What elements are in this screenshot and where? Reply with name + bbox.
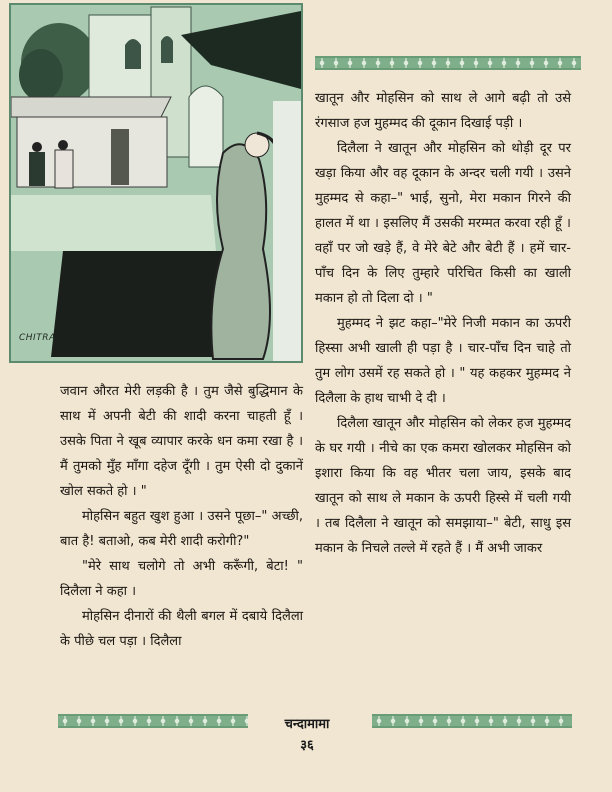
paragraph: "मेरे साथ चलोगे तो अभी करूँगी, बेटा! " दिलैला ने कहा । [60, 559, 303, 599]
bottom-left-ornament-border [58, 714, 248, 728]
top-ornament-border [315, 56, 581, 70]
paragraph: मुहम्मद ने झट कहा–"मेरे निजी मकान का ऊपरी हिस्सा अभी खाली ही पड़ा है । चार-पाँच दिन चाहे तो तुम लोग उसमें रह सकते हो । " यह कहकर मुहम्मद ने दिलैला के हाथ चाभी दे दी । [315, 316, 571, 406]
left-column-text [60, 379, 303, 654]
right-column-text [315, 86, 571, 561]
paragraph: जवान औरत मेरी लड़की है । तुम जैसे बुद्धिमान के साथ में अपनी बेटी की शादी करना चाहती हूँ । उसके पिता ने खूब व्यापार करके धन कमा रखा है । मैं तुमको मुँह माँगा दहेज दूँगी । तुम ऐसी दो दुकानें खोल सकते हो । " [60, 384, 303, 499]
paragraph: मोहसिन दीनारों की थैली बगल में दबाये दिलैला के पीछे चल पड़ा । दिलैला [60, 609, 303, 649]
paragraph: दिलैला खातून और मोहसिन को लेकर हज मुहम्मद के घर गयी । नीचे का एक कमरा खोलकर मोहसिन को इशारा किया कि वह भीतर चला जाय, इसके बाद खातून को साथ ले मकान के ऊपरी हिस्से में चली गयी । तब दिलैला ने खातून को समझाया–" बेटी, साधु इस मकान के निचले तल्ले में रहते हैं । मैं अभी जाकर [315, 416, 571, 556]
paragraph: खातून और मोहसिन को साथ ले आगे बढ़ी तो उसे रंगसाज हज मुहम्मद की दूकान दिखाई पड़ी । [315, 91, 571, 131]
page-number: ३६ [300, 738, 314, 753]
bottom-right-ornament-border [372, 714, 572, 728]
paragraph: मोहसिन बहुत खुश हुआ । उसने पूछा–" अच्छी, बात है! बताओ, कब मेरी शादी करोगी?" [60, 509, 303, 549]
paragraph: दिलैला ने खातून और मोहसिन को थोड़ी दूर पर खड़ा किया और वह दूकान के अन्दर चली गयी । उसने मुहम्मद से कहा–" भाई, सुनो, मेरा मकान गिरने की हालत में था । इसलिए मैं उसकी मरम्मत करवा रही हूँ । वहाँ पर जो खड़े हैं, वे मेरे बेटे और बेटी हैं । हमें चार-पाँच दिन के लिए तुम्हारे परिचित किसी का खाली मकान हो तो दिला दो । " [315, 141, 571, 306]
artist-signature: CHITRA [19, 333, 56, 343]
illustration-drawing [11, 5, 301, 361]
magazine-title: चन्दामामा [284, 717, 330, 732]
story-illustration [9, 3, 303, 363]
